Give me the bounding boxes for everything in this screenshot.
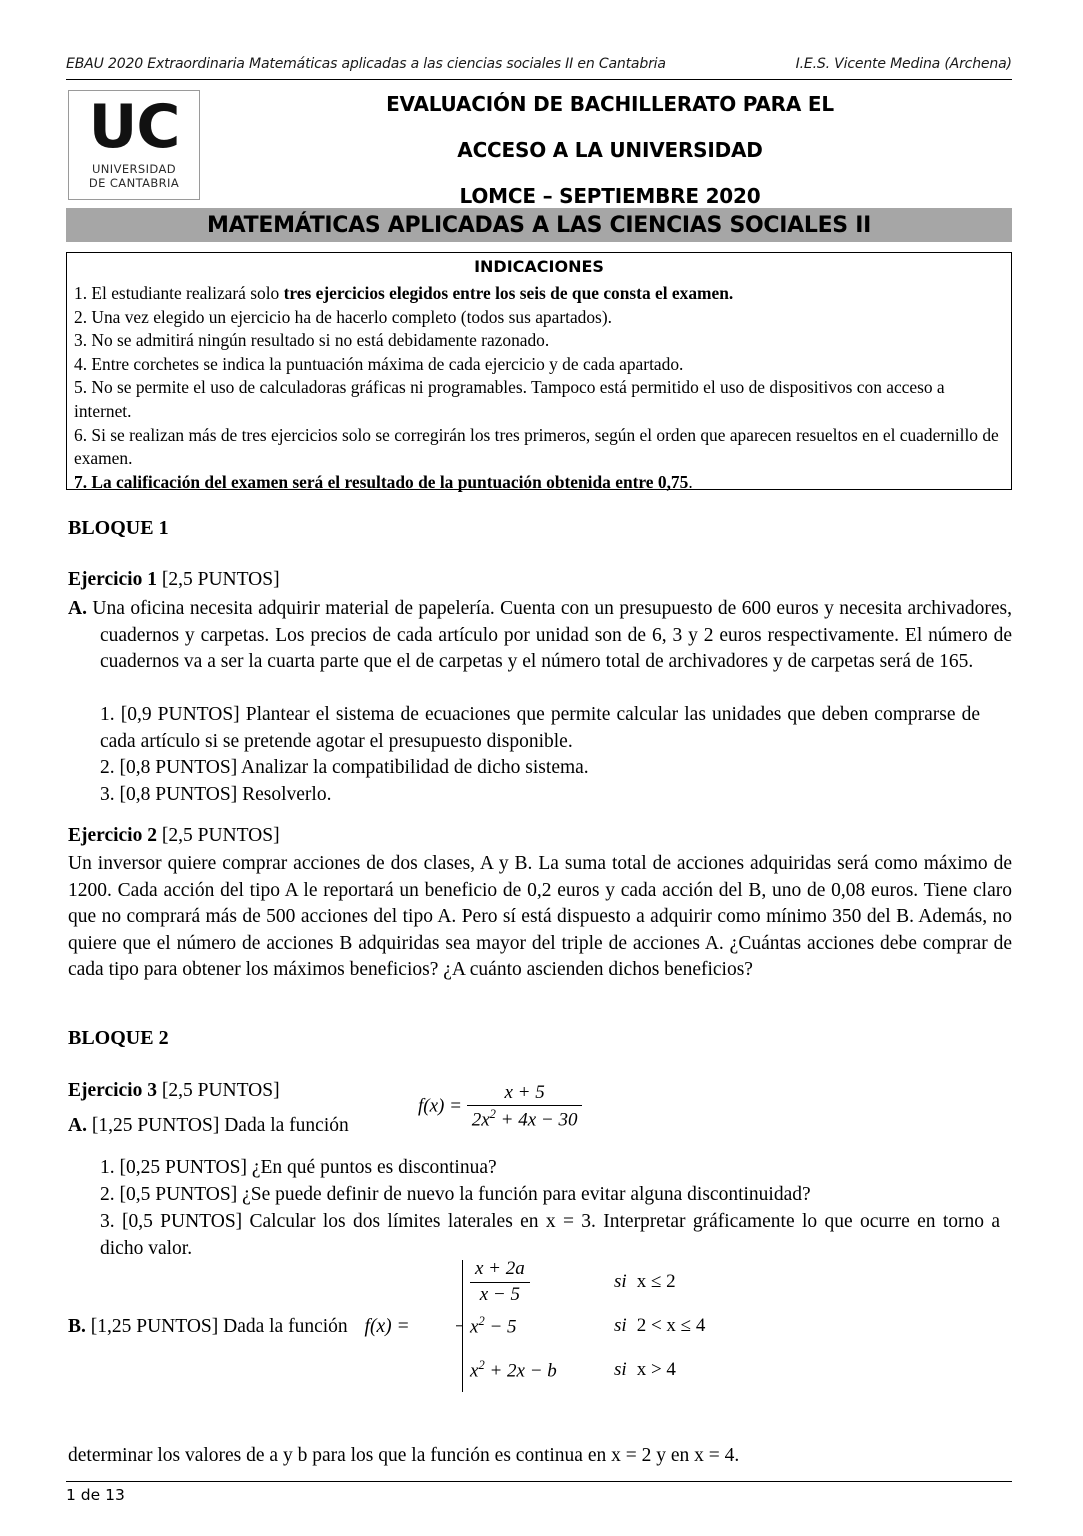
ejercicio-3-a-subitem: 3. [0,5 PUNTOS] Calcular los dos límites laterales en x = 3. Interpretar gráficamente lo que ocurre en torno a dicho valor.: [100, 1211, 1000, 1259]
piecewise-numerator: x + 2a: [470, 1258, 530, 1282]
piecewise-condition-text: x > 4: [636, 1359, 676, 1380]
piecewise-si-word: si: [614, 1315, 627, 1336]
indicacion-text: Entre corchetes se indica la puntuación máxima de cada ejercicio y de cada apartado.: [91, 353, 684, 374]
piecewise-expression: [470, 1314, 610, 1338]
indicaciones-heading: INDICACIONES: [474, 257, 604, 276]
piecewise-base: x: [470, 1316, 479, 1338]
ejercicio-3-points: [2,5 PUNTOS]: [161, 1080, 280, 1101]
ejercicio-3-b-lead-text: Dada la función: [223, 1316, 348, 1337]
piecewise-function: [454, 1260, 705, 1392]
ejercicio-3-b-points: [1,25 PUNTOS]: [90, 1316, 219, 1337]
indicacion-item: [74, 471, 1004, 495]
piecewise-expression: [470, 1258, 610, 1306]
denominator-base: 2x: [471, 1109, 490, 1131]
logo-cantabria-line: DE CANTABRIA: [88, 176, 180, 190]
ejercicio-2-points: [2,5 PUNTOS]: [161, 825, 280, 846]
ejercicio-1-subitem: 3. [0,8 PUNTOS] Resolverlo.: [100, 784, 332, 805]
bloque-2-heading: BLOQUE 2: [68, 1027, 169, 1049]
piecewise-denominator: x − 5: [479, 1283, 521, 1305]
piecewise-condition: [614, 1359, 676, 1381]
ejercicio-3-b-lead: [68, 1316, 410, 1338]
indicacion-number: 7.: [74, 471, 88, 492]
piecewise-row: [470, 1304, 705, 1348]
indicacion-item: [74, 376, 1004, 423]
indicacion-text-bold: tres ejercicios elegidos entre los seis de que consta el examen.: [283, 283, 734, 303]
running-header-right: I.E.S. Vicente Medina (Archena): [795, 56, 1012, 72]
ejercicio-1-label: Ejercicio 1: [68, 569, 157, 590]
denominator-exponent: 2: [489, 1107, 496, 1122]
university-logo: [68, 90, 200, 200]
ejercicio-3-a-subitem: 2. [0,5 PUNTOS] ¿Se puede definir de nuevo la función para evitar alguna discontinuidad?: [100, 1184, 811, 1205]
subject-banner: MATEMÁTICAS APLICADAS A LAS CIENCIAS SOCIALES II: [66, 208, 1012, 242]
piecewise-row: [470, 1260, 705, 1304]
piecewise-exponent: 2: [478, 1357, 485, 1372]
page-number: 1 de 13: [66, 1486, 125, 1504]
piecewise-condition-text: x ≤ 2: [636, 1271, 676, 1292]
ejercicio-2-text: Un inversor quiere comprar acciones de dos clases, A y B. La suma total de acciones adquiridas será como máximo de 1200. Cada acción del tipo A le reportará un beneficio de 0,2 euros y cada acción del B, uno de 0,08 euros. Tiene claro que no comprará más de 500 acciones del tipo A. Pero sí está dispuesto a adquirir como mínimo 350 del B. Además, no quiere que el número de acciones B adquiridas sea mayor del triple de acciones A. ¿Cuántas acciones debe comprar de cada tipo para obtener los máximos beneficios? ¿A cuánto ascienden dichos beneficios?: [68, 853, 1012, 981]
formula-a-numerator: x + 5: [467, 1082, 583, 1106]
indicaciones-list: [74, 282, 1004, 494]
indicaciones-box: [66, 252, 1012, 490]
ejercicio-2-title: [68, 823, 1012, 850]
formula-a-denominator: [467, 1106, 583, 1132]
indicacion-text: El estudiante realizará solo: [91, 283, 284, 303]
piecewise-si-word: si: [614, 1271, 627, 1292]
ejercicio-3-a-lead-text: Dada la función: [224, 1115, 349, 1136]
indicacion-item: [74, 282, 1004, 306]
logo-uc-mark: UC: [88, 92, 180, 162]
ejercicio-3-a-subitem: 1. [0,25 PUNTOS] ¿En qué puntos es discontinua?: [100, 1157, 497, 1178]
piecewise-rest: + 2x − b: [484, 1360, 557, 1382]
indicacion-item: [74, 424, 1004, 471]
ejercicio-3-b-label: B.: [68, 1316, 86, 1337]
running-header-left: EBAU 2020 Extraordinaria Matemáticas aplicadas a las ciencias sociales II en Cantabria: [66, 56, 666, 72]
ejercicio-3-b-function-lhs: f(x) =: [364, 1316, 410, 1337]
ejercicio-3-label: Ejercicio 3: [68, 1080, 157, 1101]
title-line-3: LOMCE – SEPTIEMBRE 2020: [459, 184, 761, 208]
exam-title-block: [210, 92, 1010, 208]
ejercicio-1-subitem: 1. [0,9 PUNTOS] Plantear el sistema de ecuaciones que permite calcular las unidades que deben comprarse de cada artículo si se pretende agotar el presupuesto disponible.: [100, 704, 980, 752]
indicacion-number: 4.: [74, 353, 88, 374]
ejercicio-1-apartado-a: [68, 596, 1012, 676]
piecewise-si-word: si: [614, 1359, 627, 1380]
title-line-1: EVALUACIÓN DE BACHILLERATO PARA EL: [386, 92, 834, 116]
piecewise-condition-text: 2 < x ≤ 4: [636, 1315, 706, 1336]
ejercicio-3-a-label: A.: [68, 1115, 87, 1136]
indicacion-item: [74, 329, 1004, 353]
indicacion-text: No se permite el uso de calculadoras gráficas ni programables. Tampoco está permitido el uso de dispositivos con acceso a internet.: [74, 377, 945, 421]
indicacion-number: 3.: [74, 330, 88, 351]
piecewise-fraction: [470, 1258, 530, 1306]
formula-a-lhs: f(x) =: [418, 1095, 462, 1117]
formula-a-fraction: [467, 1082, 583, 1132]
indicacion-text: Una vez elegido un ejercicio ha de hacerlo completo (todos sus apartados).: [91, 306, 612, 327]
ejercicio-1-subitem: 2. [0,8 PUNTOS] Analizar la compatibilidad de dicho sistema.: [100, 757, 589, 778]
ejercicio-3-b-closing: determinar los valores de a y b para los que la función es continua en x = 2 y en x = 4.: [68, 1445, 740, 1466]
piecewise-rest: − 5: [484, 1316, 517, 1338]
ejercicio-1-title: [68, 567, 1012, 594]
indicacion-number: 1.: [74, 283, 88, 303]
indicacion-item: [74, 306, 1004, 330]
denominator-rest: + 4x − 30: [495, 1109, 578, 1131]
piecewise-expression: [470, 1358, 610, 1382]
logo-universidad-line: UNIVERSIDAD: [91, 162, 176, 176]
piecewise-base: x: [470, 1360, 479, 1382]
indicacion-number: 5.: [74, 377, 88, 398]
indicacion-text-bold: La calificación del examen será el resultado de la puntuación obtenida entre 0,75: [91, 471, 689, 492]
ejercicio-3-a-points: [1,25 PUNTOS]: [91, 1115, 220, 1136]
indicacion-text-tail: .: [688, 471, 693, 492]
footer-divider-rule: [66, 1481, 1012, 1482]
ejercicio-3-a-formula: [418, 1082, 582, 1132]
header-divider-rule: [66, 79, 1012, 80]
piecewise-row: [470, 1348, 705, 1392]
ejercicio-1-a-label: A.: [68, 598, 87, 619]
piecewise-brace-icon: [454, 1260, 468, 1392]
indicacion-number: 2.: [74, 306, 88, 327]
bloque-1-heading: BLOQUE 1: [68, 517, 169, 539]
ejercicio-1-points: [2,5 PUNTOS]: [161, 569, 280, 590]
indicacion-number: 6.: [74, 424, 88, 445]
indicacion-text: Si se realizan más de tres ejercicios solo se corregirán los tres primeros, según el orden que aparecen resueltos en el cuadernillo de examen.: [74, 424, 999, 469]
piecewise-condition: [614, 1271, 676, 1293]
piecewise-condition: [614, 1315, 705, 1337]
title-line-2: ACCESO A LA UNIVERSIDAD: [457, 138, 763, 162]
ejercicio-1-a-text: Una oficina necesita adquirir material de papelería. Cuenta con un presupuesto de 600 euros y necesita archivadores, cuadernos y carpetas. Los precios de cada artículo por unidad son de 6, 3 y 2 euros respectivamente. El número de cuadernos va a ser la cuarta parte que el de carpetas y el número total de archivadores y de carpetas será de 165.: [92, 598, 1012, 673]
indicacion-item: [74, 353, 1004, 377]
indicacion-text: No se admitirá ningún resultado si no está debidamente razonado.: [91, 330, 550, 351]
ejercicio-2-label: Ejercicio 2: [68, 825, 157, 846]
piecewise-exponent: 2: [478, 1313, 485, 1328]
running-header: [66, 56, 1012, 72]
